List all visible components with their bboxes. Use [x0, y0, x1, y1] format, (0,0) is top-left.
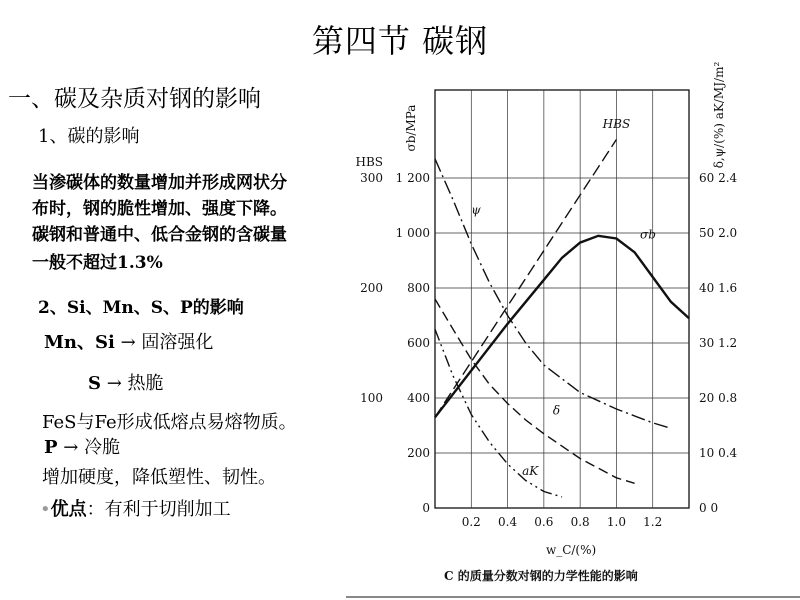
y-tick-label-right: 60 2.4: [699, 171, 738, 185]
subsection-carbon-heading: 1、碳的影响: [38, 126, 140, 147]
series-line-aK: [435, 329, 562, 497]
series-line-HBS: [435, 140, 616, 418]
chart-svg: [346, 60, 800, 600]
x-tick-label: 1.2: [643, 515, 663, 529]
advantage-text: ：有利于切削加工: [86, 499, 231, 520]
series-line-ψ: [435, 159, 671, 429]
x-tick-label: 0.4: [498, 515, 518, 529]
s-effect: 热脆: [127, 373, 164, 394]
bullet-icon: •: [40, 499, 51, 520]
mn-si-effect: 固溶强化: [141, 332, 214, 353]
slide-title: 第四节 碳钢: [311, 22, 489, 60]
s-line: [88, 369, 164, 395]
mn-si-elements: Mn、Si: [44, 332, 115, 353]
arrow-right-icon: →: [114, 332, 142, 353]
chart-labels: [355, 62, 737, 583]
series-label-aK: aK: [522, 464, 539, 478]
y-tick-label-sigma: 1 200: [395, 171, 430, 185]
series-label-HBS: HBS: [602, 117, 631, 132]
y-tick-label-sigma: 0: [422, 501, 430, 515]
x-tick-label: 0.2: [461, 515, 481, 529]
right-axis-label: δ,ψ/(%) aK/MJ/m²: [712, 61, 726, 169]
p-effect: 冷脆: [84, 437, 121, 458]
y-tick-label-right: 0 0: [699, 501, 719, 515]
y-tick-label-sigma: 600: [407, 336, 430, 350]
chart-curves: [435, 140, 689, 498]
fes-line: FeS与Fe形成低熔点易熔物质。: [42, 412, 297, 433]
mn-si-line: [44, 328, 213, 354]
y-tick-label-sigma: 800: [407, 281, 430, 295]
series-label-σb: σb: [640, 227, 656, 242]
y-tick-label-right: 20 0.8: [699, 391, 738, 405]
chart-caption: C 的质量分数对钢的力学性能的影响: [444, 569, 638, 583]
advantage-label: 优点: [50, 499, 87, 520]
series-label-ψ: ψ: [471, 202, 481, 217]
y-tick-label-hbs: 300: [360, 171, 383, 185]
x-tick-label: 1.0: [606, 515, 626, 529]
hbs-axis-label: HBS: [355, 155, 383, 169]
p-element: P: [44, 437, 58, 458]
s-element: S: [88, 373, 101, 394]
paragraph-line: 一般不超过1.3%: [32, 253, 163, 273]
arrow-right-icon: →: [101, 373, 128, 394]
arrow-right-icon: →: [57, 437, 85, 458]
y-tick-label-right: 40 1.6: [699, 281, 738, 295]
carbon-properties-chart: [346, 60, 800, 600]
y-tick-label-sigma: 400: [407, 391, 430, 405]
x-axis-label: w_C/(%): [545, 543, 597, 557]
sigma-axis-label: σb/MPa: [404, 104, 418, 152]
y-tick-label-right: 50 2.0: [699, 226, 738, 240]
section-heading: 一、碳及杂质对钢的影响: [8, 86, 261, 112]
y-tick-label-sigma: 1 000: [395, 226, 430, 240]
advantage-line: [40, 495, 231, 521]
x-tick-label: 0.8: [570, 515, 590, 529]
y-tick-label-sigma: 200: [407, 446, 430, 460]
subsection-impurities-heading: 2、Si、Mn、S、P的影响: [38, 298, 244, 318]
paragraph-line: 布时，钢的脆性增加、强度下降。: [32, 199, 287, 219]
y-tick-label-hbs: 100: [360, 391, 383, 405]
paragraph-line: 当渗碳体的数量增加并形成网状分: [32, 173, 287, 193]
series-label-δ: δ: [552, 403, 561, 418]
plot-frame: [435, 90, 689, 508]
series-line-δ: [435, 299, 635, 483]
series-line-σb: [435, 236, 689, 417]
paragraph-line: 碳钢和普通中、低合金钢的含碳量: [32, 225, 287, 245]
effect-line: 增加硬度，降低塑性、韧性。: [42, 467, 276, 488]
x-tick-label: 0.6: [534, 515, 554, 529]
y-tick-label-hbs: 200: [360, 281, 383, 295]
y-tick-label-right: 30 1.2: [699, 336, 738, 350]
p-line: [44, 433, 120, 459]
y-tick-label-right: 10 0.4: [699, 446, 738, 460]
